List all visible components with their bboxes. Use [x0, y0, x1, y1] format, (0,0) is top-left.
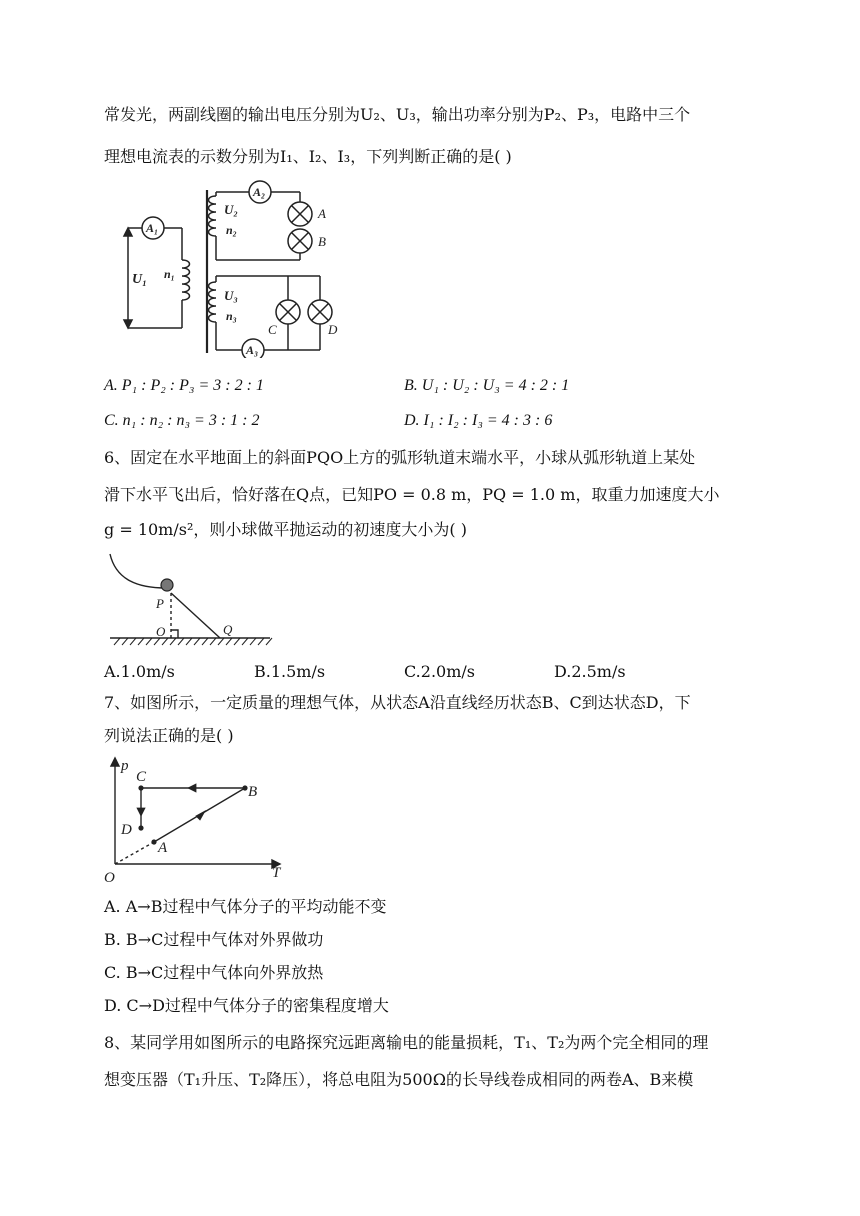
p-axis-label: p: [121, 758, 129, 774]
lamp-d-label: D: [328, 322, 338, 337]
q5-option-b: B. U₁ : U₂ : U₃ = 4 : 2 : 1: [404, 377, 570, 394]
q6-option-d: D.2.5m/s: [554, 662, 626, 681]
lamp-c-label: C: [268, 322, 277, 337]
q8-stem-line2: 想变压器（T₁升压、T₂降压），将总电阻为500Ω的长导线卷成相同的两卷A、B来模: [104, 1070, 694, 1089]
q7-option-c: C. B→C过程中气体向外界放热: [104, 963, 324, 982]
q6-projectile-incline-figure: [108, 550, 278, 650]
q6-stem-line3: g = 10m/s²，则小球做平抛运动的初速度大小为( ): [104, 520, 467, 539]
t-axis-label: T: [272, 865, 281, 881]
ammeter-a3-label: A₃: [246, 343, 259, 357]
q5-option-d: D. I₁ : I₂ : I₃ = 4 : 3 : 6: [404, 412, 553, 429]
point-q-label: Q: [223, 622, 233, 637]
u3-label: U₃: [224, 288, 238, 303]
q6-stem-line1: 6、固定在水平地面上的斜面PQO上方的弧形轨道末端水平，小球从弧形轨道上某处: [104, 448, 696, 467]
q8-stem-line1: 8、某同学用如图所示的电路探究远距离输电的能量损耗，T₁、T₂为两个完全相同的理: [104, 1033, 709, 1052]
q5-option-a: A. P₁ : P₂ : P₃ = 3 : 2 : 1: [104, 377, 264, 394]
ammeter-a2-label: A₂: [253, 185, 266, 199]
state-b-label: B: [248, 784, 258, 800]
q7-stem-line2: 列说法正确的是( ): [104, 726, 234, 745]
n1-label: n₁: [164, 267, 175, 281]
state-d-label: D: [121, 822, 132, 838]
lamp-a-label: A: [318, 206, 326, 221]
state-a-label: A: [158, 840, 168, 856]
ball-icon: [161, 579, 173, 591]
q6-option-b: B.1.5m/s: [254, 662, 326, 681]
q5-stem-line2: 理想电流表的示数分别为I₁、I₂、I₃，下列判断正确的是( ): [104, 147, 512, 166]
q7-option-d: D. C→D过程中气体分子的密集程度增大: [104, 996, 389, 1015]
q7-option-a: A. A→B过程中气体分子的平均动能不变: [104, 897, 387, 916]
q7-p-t-graph-figure: [100, 754, 290, 888]
n3-label: n₃: [226, 309, 237, 323]
q7-option-b: B. B→C过程中气体对外界做功: [104, 930, 324, 949]
q7-stem-line1: 7、如图所示，一定质量的理想气体，从状态A沿直线经历状态B、C到达状态D，下: [104, 693, 691, 712]
q6-stem-line2: 滑下水平飞出后，恰好落在Q点，已知PO = 0.8 m，PQ = 1.0 m，取重力加速度大小: [104, 485, 720, 504]
state-c-label: C: [136, 769, 147, 785]
point-p-label: P: [156, 596, 164, 611]
q6-option-a: A.1.0m/s: [104, 662, 175, 681]
q6-option-c: C.2.0m/s: [404, 662, 475, 681]
ammeter-a1-label: A₁: [146, 221, 159, 235]
lamp-b-label: B: [318, 234, 326, 249]
origin-label: O: [104, 870, 115, 886]
q5-transformer-circuit-figure: [110, 178, 360, 358]
q5-option-c: C. n₁ : n₂ : n₃ = 3 : 1 : 2: [104, 412, 260, 429]
u2-label: U₂: [224, 202, 238, 217]
point-o-label: O: [156, 624, 166, 639]
u1-label: U₁: [132, 272, 147, 287]
q5-stem-line1: 常发光，两副线圈的输出电压分别为U₂、U₃，输出功率分别为P₂、P₃，电路中三个: [104, 105, 691, 124]
n2-label: n₂: [226, 223, 237, 237]
